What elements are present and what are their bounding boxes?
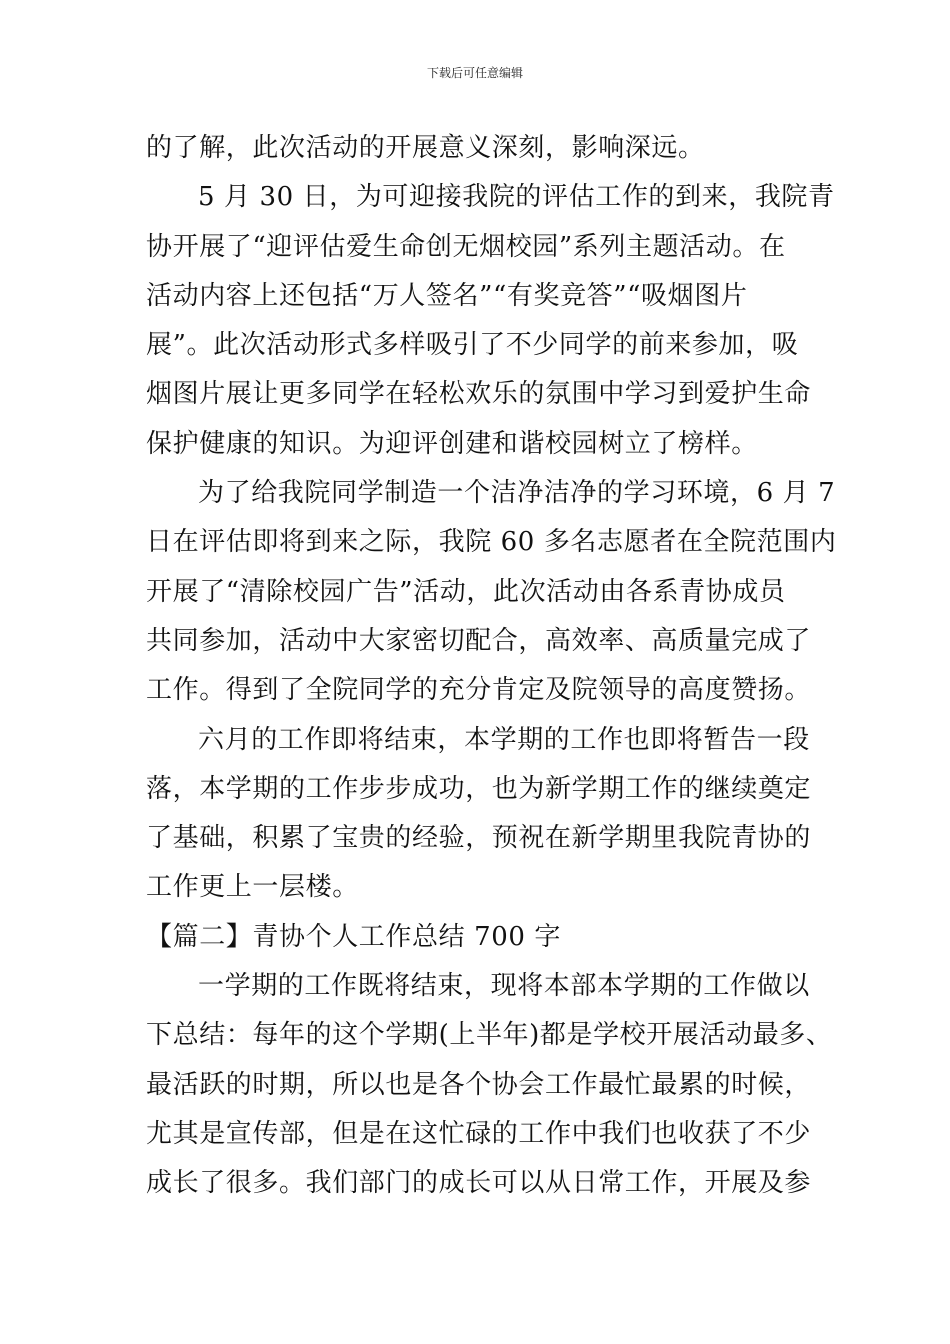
text-line: 保护健康的知识。为迎评创建和谐校园树立了榜样。: [146, 428, 758, 459]
text-line: 烟图片展让更多同学在轻松欢乐的氛围中学习到爱护生命: [146, 379, 812, 410]
text-line: 为了给我院同学制造一个洁净洁净的学习环境，6 月 7: [198, 478, 836, 509]
text-line: 展”。此次活动形式多样吸引了不少同学的前来参加，吸: [146, 330, 799, 361]
document-body: [146, 124, 837, 1209]
text-line: 成长了很多。我们部门的成长可以从日常工作，开展及参: [146, 1168, 812, 1199]
page-header-watermark: 下载后可任意编辑: [426, 66, 523, 80]
text-line: 下总结：每年的这个学期(上半年)都是学校开展活动最多、: [146, 1020, 833, 1051]
text-line: 一学期的工作既将结束，现将本部本学期的工作做以: [198, 971, 810, 1002]
text-line: 最活跃的时期，所以也是各个协会工作最忙最累的时候，: [146, 1069, 812, 1100]
text-line: 的了解，此次活动的开展意义深刻，影响深远。: [146, 133, 705, 163]
text-line: 协开展了“迎评估爱生命创无烟校园”系列主题活动。在: [146, 231, 786, 262]
text-line: 工作更上一层楼。: [146, 872, 359, 903]
text-line: 开展了“清除校园广告”活动，此次活动由各系青协成员: [146, 576, 786, 607]
text-line: 日在评估即将到来之际，我院 60 多名志愿者在全院范围内: [146, 527, 837, 558]
text-line: 共同参加，活动中大家密切配合，高效率、高质量完成了: [146, 625, 812, 656]
text-line: 尤其是宣传部，但是在这忙碌的工作中我们也收获了不少: [146, 1118, 812, 1149]
text-line: 5 月 30 日，为可迎接我院的评估工作的到来，我院青: [198, 182, 835, 213]
text-line: 六月的工作即将结束，本学期的工作也即将暂告一段: [198, 724, 810, 755]
text-line: 工作。得到了全院同学的充分肯定及院领导的高度赞扬。: [146, 675, 812, 706]
text-line: 落，本学期的工作步步成功，也为新学期工作的继续奠定: [146, 773, 812, 804]
text-line: 活动内容上还包括“万人签名”“有奖竞答”“吸烟图片: [146, 280, 748, 311]
text-line: 了基础，积累了宝贵的经验，预祝在新学期里我院青协的: [146, 823, 812, 854]
section-heading: 【篇二】青协个人工作总结 700 字: [146, 921, 561, 952]
